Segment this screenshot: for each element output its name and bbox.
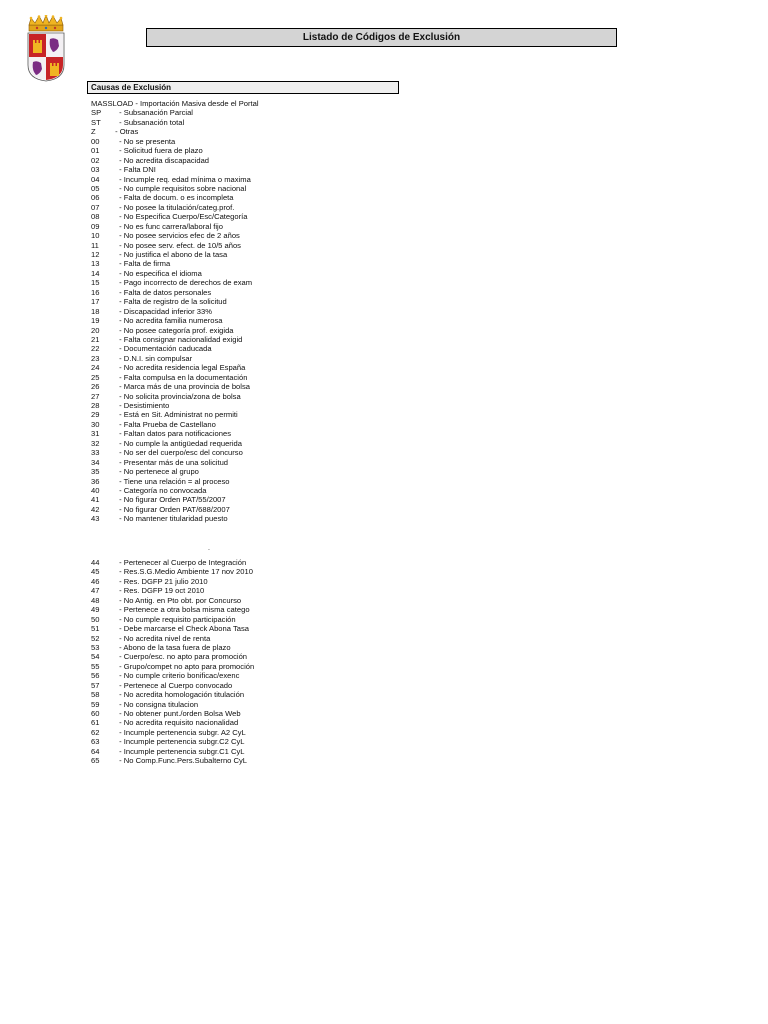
exclusion-description: - No justifica el abono de la tasa <box>119 250 228 259</box>
page-title: Listado de Códigos de Exclusión <box>146 28 617 47</box>
exclusion-code: 32 <box>91 438 100 448</box>
exclusion-code: ST <box>91 117 101 127</box>
exclusion-description: - No acredita homologación titulación <box>119 690 245 700</box>
exclusion-code: 21 <box>91 334 100 344</box>
exclusion-description: - No figurar Orden PAT/55/2007 <box>119 495 226 505</box>
list-item <box>91 448 259 457</box>
list-item <box>91 700 254 709</box>
exclusion-code: 09 <box>91 221 100 231</box>
exclusion-description: - Incumple pertenencia subgr.C1 CyL <box>119 746 245 756</box>
list-item <box>91 175 259 184</box>
exclusion-description: - No Especifica Cuerpo/Esc/Categoría <box>119 212 248 222</box>
list-item <box>91 681 254 690</box>
exclusion-code: 04 <box>91 174 100 184</box>
exclusion-code: 24 <box>91 363 100 373</box>
exclusion-code: 54 <box>91 652 100 662</box>
list-item <box>91 728 254 737</box>
exclusion-description: - No acredita discapacidad <box>119 155 210 165</box>
exclusion-description: - Categoría no convocada <box>119 485 207 495</box>
exclusion-description: - Documentación caducada <box>119 344 212 354</box>
list-item <box>91 392 259 401</box>
exclusion-description: - No cumple requisitos sobre nacional <box>119 183 247 193</box>
exclusion-code: 40 <box>91 485 100 495</box>
exclusion-code: 10 <box>91 231 100 241</box>
exclusion-description: - Discapacidad inferior 33% <box>119 306 212 316</box>
exclusion-description: - Res.S.G.Medio Ambiente 17 nov 2010 <box>119 567 253 577</box>
list-item <box>91 250 259 259</box>
exclusion-description: - No posee servicios efec de 2 años <box>119 231 240 241</box>
exclusion-code: 59 <box>91 699 100 709</box>
exclusion-code: 56 <box>91 671 100 681</box>
list-item <box>91 146 259 155</box>
list-item <box>91 662 254 671</box>
exclusion-code: MASSLOAD <box>91 99 134 108</box>
exclusion-code: 53 <box>91 642 100 652</box>
exclusion-description: - No acredita residencia legal España <box>119 363 246 373</box>
exclusion-code: 15 <box>91 278 100 288</box>
list-item <box>91 165 259 174</box>
exclusion-description: - Falta DNI <box>119 165 156 175</box>
list-item <box>91 108 259 117</box>
exclusion-description: - No posee categoría prof. exigida <box>119 325 234 335</box>
exclusion-code: 08 <box>91 212 100 222</box>
separator-dot: . <box>208 545 210 552</box>
exclusion-code: 42 <box>91 504 100 514</box>
exclusion-code: 60 <box>91 709 100 718</box>
exclusion-description: - No cumple criterio bonificac/exenc <box>119 671 240 681</box>
exclusion-code: 44 <box>91 558 100 567</box>
exclusion-description: - Falta Prueba de Castellano <box>119 419 216 429</box>
exclusion-description: - Falta compulsa en la documentación <box>119 372 248 382</box>
exclusion-description: - Subsanación Parcial <box>119 108 193 118</box>
exclusion-description: - D.N.I. sin compulsar <box>119 353 193 363</box>
list-item <box>91 373 259 382</box>
list-item <box>91 278 259 287</box>
list-item <box>91 269 259 278</box>
exclusion-description: - No posee la titulación/categ.prof. <box>119 202 235 212</box>
list-item <box>91 297 259 306</box>
exclusion-code: 48 <box>91 595 100 605</box>
list-item <box>91 756 254 765</box>
exclusion-description: - No es func carrera/laboral fijo <box>119 221 223 231</box>
list-item <box>91 420 259 429</box>
list-item <box>91 624 254 633</box>
exclusion-code: 02 <box>91 155 100 165</box>
exclusion-codes-list <box>91 99 259 524</box>
list-item <box>91 382 259 391</box>
exclusion-code: 28 <box>91 401 100 410</box>
exclusion-code: 47 <box>91 586 100 596</box>
exclusion-code: 52 <box>91 633 100 643</box>
list-item <box>91 486 259 495</box>
exclusion-code: 19 <box>91 316 100 326</box>
exclusion-code: 17 <box>91 297 100 307</box>
exclusion-description: - Falta de datos personales <box>119 287 212 297</box>
exclusion-code: 00 <box>91 136 100 146</box>
list-item <box>91 577 254 586</box>
list-item <box>91 558 254 567</box>
exclusion-code: 51 <box>91 624 100 634</box>
exclusion-description: - No cumple requisito participación <box>119 614 236 624</box>
exclusion-code: 64 <box>91 746 100 756</box>
exclusion-description: - Falta de registro de la solicitud <box>119 297 227 307</box>
list-item <box>91 671 254 680</box>
exclusion-description: - Falta consignar nacionalidad exigid <box>119 334 243 344</box>
exclusion-code: 20 <box>91 325 100 335</box>
exclusion-description: - Grupo/compet no apto para promoción <box>119 661 255 671</box>
list-item <box>91 316 259 325</box>
exclusion-code: 11 <box>91 240 99 250</box>
list-item <box>91 354 259 363</box>
exclusion-description: - Solicitud fuera de plazo <box>119 146 203 156</box>
exclusion-description: - No pertenece al grupo <box>119 467 199 477</box>
exclusion-code: 25 <box>91 372 100 382</box>
exclusion-description: - Marca más de una provincia de bolsa <box>119 382 250 392</box>
exclusion-description: - Incumple pertenencia subgr.C2 CyL <box>119 737 245 747</box>
exclusion-description: - Faltan datos para notificaciones <box>119 429 231 439</box>
exclusion-description: - Falta de docum. o es incompleta <box>119 193 234 203</box>
list-item <box>91 222 259 231</box>
list-item <box>91 212 259 221</box>
exclusion-code: 61 <box>91 718 100 728</box>
list-item <box>91 326 259 335</box>
exclusion-code: 26 <box>91 382 100 392</box>
exclusion-description: - No consigna titulacion <box>119 699 199 709</box>
exclusion-description: - No figurar Orden PAT/688/2007 <box>119 504 230 514</box>
exclusion-description: - No ser del cuerpo/esc del concurso <box>119 448 243 458</box>
list-item <box>91 203 259 212</box>
exclusion-description: - Abono de la tasa fuera de plazo <box>119 642 231 652</box>
list-item <box>91 363 259 372</box>
exclusion-description: - Tiene una relación = al proceso <box>119 476 230 486</box>
list-item <box>91 335 259 344</box>
exclusion-code: 43 <box>91 514 100 524</box>
list-item <box>91 288 259 297</box>
exclusion-description: - Pertenecer al Cuerpo de Integración <box>119 558 247 567</box>
exclusion-code: 46 <box>91 576 100 586</box>
exclusion-code: 22 <box>91 344 100 354</box>
exclusion-description: - No mantener titularidad puesto <box>119 514 228 524</box>
exclusion-code: 27 <box>91 391 100 401</box>
list-item <box>91 505 259 514</box>
exclusion-description: - Pertenece al Cuerpo convocado <box>119 680 233 690</box>
list-item <box>91 458 259 467</box>
list-item <box>91 615 254 624</box>
exclusion-code: 01 <box>91 146 100 156</box>
list-item <box>91 429 259 438</box>
list-item <box>91 467 259 476</box>
exclusion-description: - Importación Masiva desde el Portal <box>135 99 259 108</box>
exclusion-description: - Incumple pertenencia subgr. A2 CyL <box>119 727 246 737</box>
exclusion-description: - Incumple req. edad mínima o maxima <box>119 174 251 184</box>
exclusion-description: - No Comp.Func.Pers.Subalterno CyL <box>119 756 248 766</box>
exclusion-codes-list-continued <box>91 558 254 766</box>
exclusion-description: - No obtener punt./orden Bolsa Web <box>119 709 241 718</box>
exclusion-code: 45 <box>91 567 100 577</box>
list-item <box>91 156 259 165</box>
exclusion-code: 30 <box>91 419 100 429</box>
exclusion-description: - No posee serv. efect. de 10/5 años <box>119 240 241 250</box>
exclusion-description: - Res. DGFP 19 oct 2010 <box>119 586 205 596</box>
exclusion-code: 06 <box>91 193 100 203</box>
exclusion-description: - Otras <box>115 127 139 137</box>
exclusion-code: 12 <box>91 250 100 259</box>
exclusion-code: 57 <box>91 680 100 690</box>
exclusion-code: SP <box>91 108 102 118</box>
exclusion-code: 23 <box>91 353 100 363</box>
exclusion-code: 33 <box>91 448 100 458</box>
list-item <box>91 514 259 523</box>
exclusion-code: 62 <box>91 727 100 737</box>
list-item <box>91 495 259 504</box>
exclusion-description: - Presentar más de una solicitud <box>119 457 229 467</box>
exclusion-description: - No cumple la antigüedad requerida <box>119 438 242 448</box>
exclusion-description: - Pago incorrecto de derechos de exam <box>119 278 253 288</box>
list-item <box>91 241 259 250</box>
exclusion-code: 63 <box>91 737 100 747</box>
exclusion-code: 05 <box>91 183 100 193</box>
list-item <box>91 737 254 746</box>
list-item <box>91 747 254 756</box>
list-item <box>91 118 259 127</box>
list-item <box>91 709 254 718</box>
list-item <box>91 401 259 410</box>
exclusion-code: 13 <box>91 259 100 269</box>
exclusion-description: - Pertenece a otra bolsa misma catego <box>119 605 250 615</box>
list-item <box>91 477 259 486</box>
exclusion-code: 35 <box>91 467 100 477</box>
list-item <box>91 634 254 643</box>
exclusion-code: 31 <box>91 429 100 439</box>
list-item <box>91 643 254 652</box>
exclusion-code: Z <box>91 127 96 137</box>
exclusion-description: - Desistimiento <box>119 401 170 410</box>
exclusion-code: 65 <box>91 756 100 766</box>
list-item <box>91 410 259 419</box>
exclusion-code: 50 <box>91 614 100 624</box>
exclusion-code: 55 <box>91 661 100 671</box>
exclusion-code: 34 <box>91 457 100 467</box>
list-item <box>91 344 259 353</box>
exclusion-description: - No acredita familia numerosa <box>119 316 223 326</box>
list-item <box>91 567 254 576</box>
list-item <box>91 586 254 595</box>
list-item <box>91 596 254 605</box>
list-item <box>91 137 259 146</box>
exclusion-description: - Está en Sit. Administrat no permiti <box>119 410 238 420</box>
exclusion-description: - No Antig. en Pto obt. por Concurso <box>119 595 242 605</box>
exclusion-description: - Debe marcarse el Check Abona Tasa <box>119 624 249 634</box>
list-item <box>91 193 259 202</box>
exclusion-description: - No especifica el idioma <box>119 268 202 278</box>
exclusion-description: - Subsanación total <box>119 117 185 127</box>
exclusion-code: 14 <box>91 268 100 278</box>
exclusion-description: - Cuerpo/esc. no apto para promoción <box>119 652 248 662</box>
exclusion-description: - No acredita requisito nacionalidad <box>119 718 239 728</box>
list-item <box>91 652 254 661</box>
exclusion-code: 29 <box>91 410 100 420</box>
list-item <box>91 690 254 699</box>
exclusion-code: 03 <box>91 165 100 175</box>
list-item <box>91 127 259 136</box>
exclusion-description: - Falta de firma <box>119 259 171 269</box>
exclusion-description: - No se presenta <box>119 136 176 146</box>
list-item <box>91 307 259 316</box>
exclusion-description: - Res. DGFP 21 julio 2010 <box>119 576 208 586</box>
list-item <box>91 99 259 108</box>
exclusion-description: - No solicita provincia/zona de bolsa <box>119 391 241 401</box>
coat-of-arms-logo <box>25 15 67 82</box>
exclusion-code: 18 <box>91 306 100 316</box>
section-title: Causas de Exclusión <box>87 81 399 94</box>
list-item <box>91 231 259 240</box>
exclusion-code: 49 <box>91 605 100 615</box>
exclusion-code: 07 <box>91 202 100 212</box>
list-item <box>91 718 254 727</box>
list-item <box>91 184 259 193</box>
list-item <box>91 439 259 448</box>
exclusion-description: - No acredita nivel de renta <box>119 633 211 643</box>
exclusion-code: 16 <box>91 287 100 297</box>
list-item <box>91 259 259 268</box>
exclusion-code: 58 <box>91 690 100 700</box>
list-item <box>91 605 254 614</box>
exclusion-code: 36 <box>91 476 100 486</box>
exclusion-code: 41 <box>91 495 100 505</box>
